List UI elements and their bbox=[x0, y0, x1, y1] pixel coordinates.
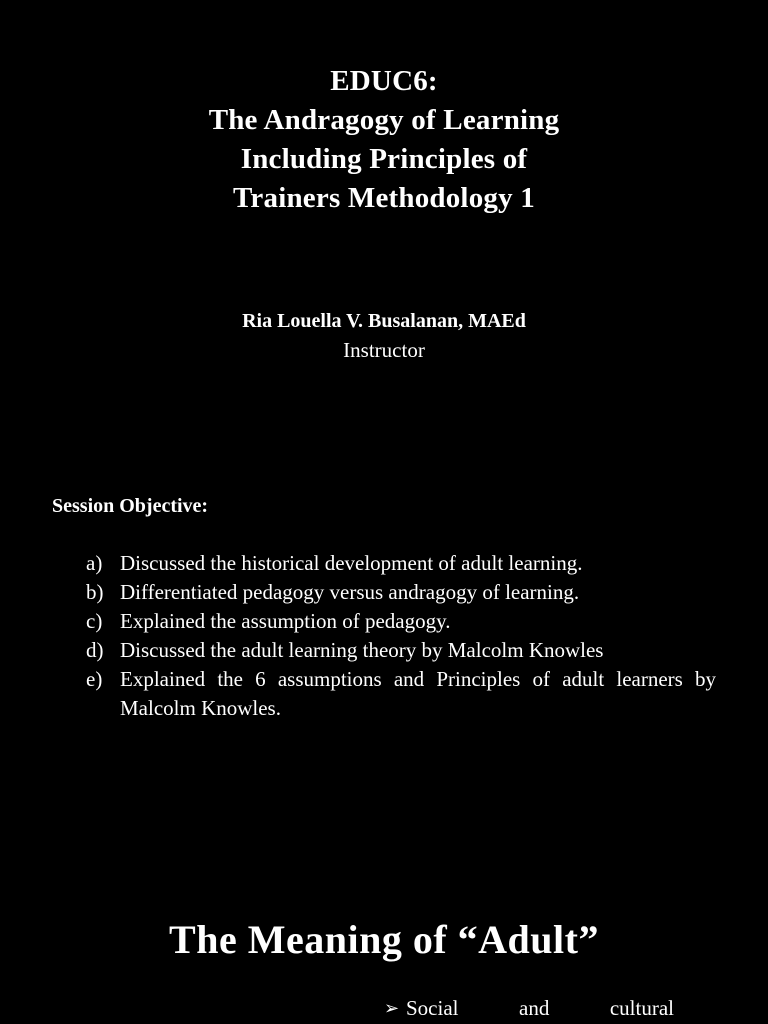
arrow-icon: ➢ bbox=[384, 998, 400, 1018]
objective-marker: c) bbox=[86, 609, 103, 633]
adult-bullet-text: Social and cultural bbox=[406, 996, 674, 1020]
objective-text: Explained the 6 assumptions and Principles of adult learners by Malcolm Knowles. bbox=[120, 667, 716, 720]
objective-item bbox=[86, 636, 716, 665]
objective-text: Discussed the adult learning theory by Malcolm Knowles bbox=[120, 638, 604, 662]
objective-marker: a) bbox=[86, 551, 103, 575]
course-title-line-1: The Andragogy of Learning bbox=[208, 104, 560, 136]
objective-text: Discussed the historical development of adult learning. bbox=[120, 551, 583, 575]
objective-item bbox=[86, 607, 716, 636]
objective-text: Differentiated pedagogy versus andragogy of learning. bbox=[120, 580, 580, 604]
objective-item bbox=[86, 549, 716, 578]
objective-text: Explained the assumption of pedagogy. bbox=[120, 609, 451, 633]
adult-bullet-item bbox=[384, 993, 674, 1023]
objective-marker: b) bbox=[86, 580, 104, 604]
course-code: EDUC6: bbox=[330, 65, 438, 97]
objective-item bbox=[86, 665, 716, 723]
objective-marker: d) bbox=[86, 638, 104, 662]
course-title-line-3: Trainers Methodology 1 bbox=[233, 182, 535, 214]
presenter-block bbox=[0, 307, 768, 365]
objective-item bbox=[86, 578, 716, 607]
title-slide-title bbox=[0, 62, 768, 218]
adult-slide-title: The Meaning of “Adult” bbox=[169, 917, 599, 962]
presenter-role: Instructor bbox=[343, 338, 425, 362]
objective-list bbox=[86, 549, 716, 723]
session-objective-heading: Session Objective: bbox=[52, 495, 209, 517]
presenter-name: Ria Louella V. Busalanan, MAEd bbox=[242, 310, 526, 332]
course-title-line-2: Including Principles of bbox=[240, 143, 528, 175]
objective-marker: e) bbox=[86, 667, 103, 691]
